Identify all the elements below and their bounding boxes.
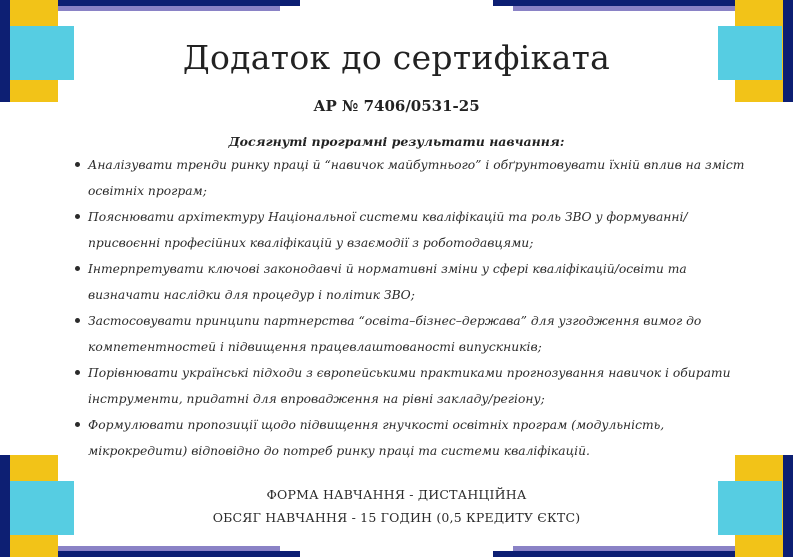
bottom-stripe-right-navy [493,551,735,557]
study-form: ФОРМА НАВЧАННЯ - ДИСТАНЦІЙНА [266,487,527,502]
study-volume: ОБСЯГ НАВЧАННЯ - 15 ГОДИН (0,5 КРЕДИТУ ЄКТС) [212,510,581,525]
top-stripe-right-purple [513,6,735,11]
outcomes-heading: Досягнуті програмні результати навчання: [228,134,565,149]
list-item: Порівнювати українські підходи з європейськими практиками прогнозування навичок і обирати інструменти, придатні для впровадження на рівні закладу/регіону; [88,360,750,412]
list-item: Застосовувати принципи партнерства “освіта–бізнес–держава” для узгодження вимог до компетентностей і підвищення працевлаштованості випускників; [88,308,750,360]
list-item: Формулювати пропозиції щодо підвищення гнучкості освітніх програм (модульність, мікрокредити) відповідно до потреб ринку праці та системи кваліфікацій. [88,412,750,464]
top-stripe-left-purple [58,6,280,11]
corner-decoration-bottom-left-navy [0,455,10,557]
page-title: Додаток до сертифіката [182,38,611,77]
list-item: Пояснювати архітектуру Національної системи кваліфікацій та роль ЗВО у формуванні/присвоєнні професійних кваліфікацій у взаємодії з роботодавцями; [88,204,750,256]
list-item: Аналізувати тренди ринку праці й “навичок майбутнього” і обґрунтовувати їхній вплив на зміст освітніх програм; [88,152,750,204]
learning-outcomes-list [70,152,750,464]
certificate-number: АР № 7406/0531-25 [313,97,480,115]
bottom-stripe-left-navy [58,551,300,557]
corner-decoration-bottom-right-navy [783,455,793,557]
list-item: Інтерпретувати ключові законодавчі й нормативні зміни у сфері кваліфікацій/освіти та визначати наслідки для процедур і політик ЗВО; [88,256,750,308]
